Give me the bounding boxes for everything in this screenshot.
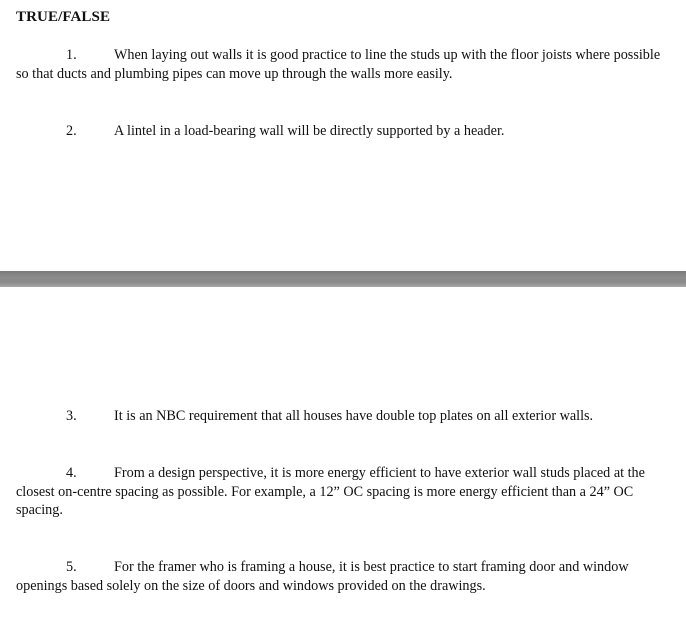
question-5: [16, 558, 676, 595]
question-number: 5.: [66, 559, 77, 575]
question-2: [16, 122, 676, 141]
question-text: For the framer who is framing a house, it is best practice to start framing door and window openings based solely on the size of doors and windows provided on the drawings.: [16, 559, 629, 594]
question-1: [16, 46, 676, 83]
question-text: It is an NBC requirement that all houses have double top plates on all exterior walls.: [114, 408, 594, 424]
question-number: 3.: [66, 408, 77, 424]
page-separator: [0, 271, 686, 287]
question-3: [16, 407, 676, 426]
question-text: When laying out walls it is good practice to line the studs up with the floor joists where possible so that ducts and plumbing pipes can move up through the walls more easily.: [16, 47, 661, 82]
document-page-1: [0, 0, 686, 271]
question-number: 4.: [66, 465, 77, 481]
question-text: From a design perspective, it is more energy efficient to have exterior wall studs placed at the closest on-centre spacing as possible. For example, a 12” OC spacing is more energy efficient than a 24” OC spacing.: [16, 465, 645, 518]
question-text: A lintel in a load-bearing wall will be directly supported by a header.: [114, 123, 505, 139]
question-4: [16, 464, 676, 520]
question-number: 2.: [66, 123, 77, 139]
section-heading: TRUE/FALSE: [16, 9, 111, 25]
document-page-2: [0, 287, 686, 631]
question-number: 1.: [66, 47, 77, 63]
